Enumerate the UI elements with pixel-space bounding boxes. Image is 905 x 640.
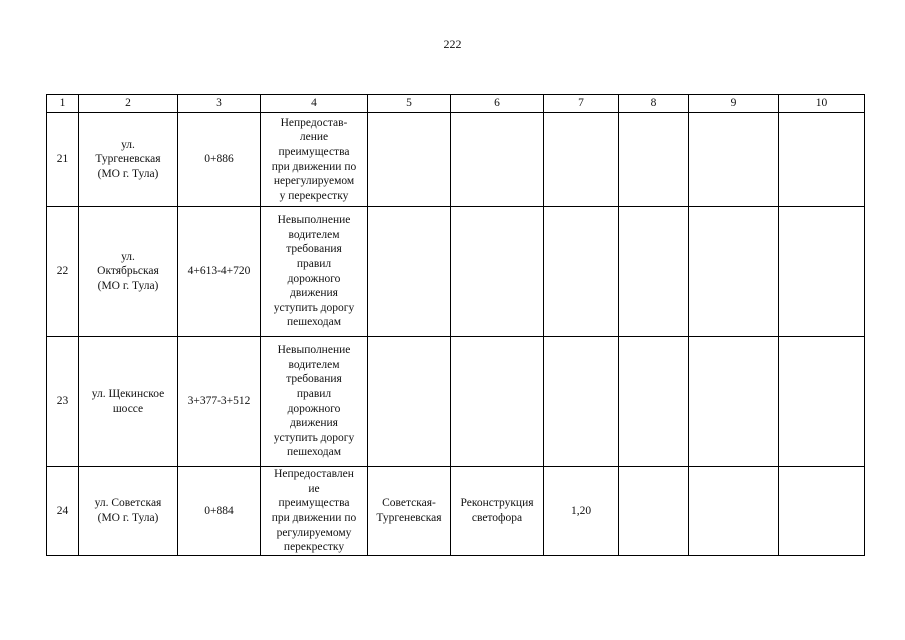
intersection-cell xyxy=(368,113,451,207)
page-number: 222 xyxy=(443,37,462,51)
cause-cell: Невыполнение водителем требования правил дорожного движения уступить дорогу пешеходам xyxy=(261,207,368,337)
empty-cell xyxy=(779,337,865,467)
empty-cell xyxy=(689,113,779,207)
column-header: 7 xyxy=(544,95,619,113)
intersection-cell xyxy=(368,207,451,337)
empty-cell xyxy=(689,337,779,467)
km-cell: 0+884 xyxy=(178,467,261,556)
row-number: 22 xyxy=(47,207,79,337)
row-number: 21 xyxy=(47,113,79,207)
km-cell: 0+886 xyxy=(178,113,261,207)
km-cell: 4+613-4+720 xyxy=(178,207,261,337)
column-header: 5 xyxy=(368,95,451,113)
table-row xyxy=(47,113,865,207)
street-cell: ул. Тургеневская (МО г. Тула) xyxy=(79,113,178,207)
empty-cell xyxy=(689,467,779,556)
column-header: 2 xyxy=(79,95,178,113)
value-cell xyxy=(544,207,619,337)
measure-cell xyxy=(451,337,544,467)
empty-cell xyxy=(619,207,689,337)
column-header: 4 xyxy=(261,95,368,113)
measure-cell: Реконструкция светофора xyxy=(451,467,544,556)
column-header: 1 xyxy=(47,95,79,113)
column-header: 6 xyxy=(451,95,544,113)
column-header: 9 xyxy=(689,95,779,113)
empty-cell xyxy=(779,207,865,337)
table-row xyxy=(47,467,865,556)
column-header: 8 xyxy=(619,95,689,113)
table-row xyxy=(47,337,865,467)
street-cell: ул. Щекинское шоссе xyxy=(79,337,178,467)
column-number-row xyxy=(47,95,865,113)
measure-cell xyxy=(451,207,544,337)
intersection-cell: Советская- Тургеневская xyxy=(368,467,451,556)
empty-cell xyxy=(779,113,865,207)
row-number: 23 xyxy=(47,337,79,467)
cause-cell: Невыполнение водителем требования правил дорожного движения уступить дорогу пешеходам xyxy=(261,337,368,467)
street-cell: ул. Октябрьская (МО г. Тула) xyxy=(79,207,178,337)
empty-cell xyxy=(619,467,689,556)
value-cell xyxy=(544,337,619,467)
km-cell: 3+377-3+512 xyxy=(178,337,261,467)
column-header: 10 xyxy=(779,95,865,113)
column-header: 3 xyxy=(178,95,261,113)
cause-cell: Непредостав- ление преимущества при движении по нерегулируемом у перекрестку xyxy=(261,113,368,207)
value-cell xyxy=(544,113,619,207)
measure-cell xyxy=(451,113,544,207)
value-cell: 1,20 xyxy=(544,467,619,556)
table-row xyxy=(47,207,865,337)
cause-cell: Непредоставлен ие преимущества при движении по регулируемому перекрестку xyxy=(261,467,368,556)
empty-cell xyxy=(689,207,779,337)
intersection-cell xyxy=(368,337,451,467)
empty-cell xyxy=(619,113,689,207)
accident-sites-table xyxy=(46,94,865,556)
empty-cell xyxy=(779,467,865,556)
row-number: 24 xyxy=(47,467,79,556)
street-cell: ул. Советская (МО г. Тула) xyxy=(79,467,178,556)
empty-cell xyxy=(619,337,689,467)
